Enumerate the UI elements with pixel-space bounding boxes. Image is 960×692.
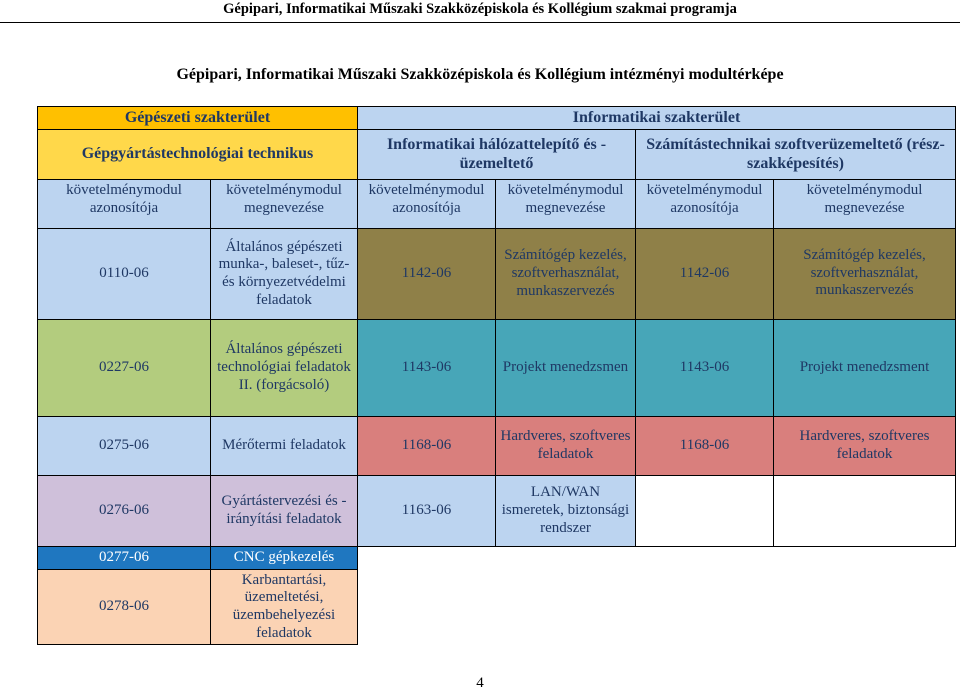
gepeszeti-row-6-name: Karbantartási, üzemeltetési, üzembehelyezési feladatok <box>210 569 358 645</box>
software-col-id: követelménymodul azonosítója <box>635 179 774 229</box>
header-divider <box>0 22 960 23</box>
page-number: 4 <box>476 675 484 691</box>
gepeszeti-area-header: Gépészeti szakterület <box>37 106 358 130</box>
software-row-3-name: Hardveres, szoftveres feladatok <box>773 416 956 476</box>
network-col-name: követelménymodul megnevezése <box>495 179 636 229</box>
gepeszeti-row-4-name: Gyártástervezési és -irányítási feladatok <box>210 475 358 547</box>
gepeszeti-row-4-id: 0276-06 <box>37 475 211 547</box>
gepeszeti-row-1-name: Általános gépészeti munka-, baleset-, tűz- és környezetvédelmi feladatok <box>210 228 358 320</box>
page-title: Gépipari, Informatikai Műszaki Szakközépiskola és Kollégium intézményi modultérképe <box>176 66 784 83</box>
gepeszeti-col-name: követelménymodul megnevezése <box>210 179 358 229</box>
network-row-2-name: Projekt menedzsmen <box>495 319 636 417</box>
software-empty-id <box>635 475 774 547</box>
network-row-4-id: 1163-06 <box>357 475 496 547</box>
gepeszeti-col-id: követelménymodul azonosítója <box>37 179 211 229</box>
gepeszeti-row-2-id: 0227-06 <box>37 319 211 417</box>
gepeszeti-row-6-id: 0278-06 <box>37 569 211 645</box>
gepeszeti-profession-header: Gépgyártástechnológiai technikus <box>37 129 358 180</box>
network-row-1-id: 1142-06 <box>357 228 496 320</box>
network-row-1-name: Számítógép kezelés, szoftverhasználat, munkaszervezés <box>495 228 636 320</box>
network-row-2-id: 1143-06 <box>357 319 496 417</box>
gepeszeti-row-2-name: Általános gépészeti technológiai feladatok II. (forgácsoló) <box>210 319 358 417</box>
network-row-3-name: Hardveres, szoftveres feladatok <box>495 416 636 476</box>
informatikai-area-header: Informatikai szakterület <box>357 106 956 130</box>
gepeszeti-row-3-id: 0275-06 <box>37 416 211 476</box>
network-row-4-name: LAN/WAN ismeretek, biztonsági rendszer <box>495 475 636 547</box>
software-col-name: követelménymodul megnevezése <box>773 179 956 229</box>
software-row-3-id: 1168-06 <box>635 416 774 476</box>
gepeszeti-row-1-id: 0110-06 <box>37 228 211 320</box>
software-profession-header: Számítástechnikai szoftverüzemeltető (rész- szakképesítés) <box>635 129 956 180</box>
network-profession-header: Informatikai hálózattelepítő és - üzemeltető <box>357 129 636 180</box>
gepeszeti-row-5-id: 0277-06 <box>37 546 211 570</box>
gepeszeti-row-5-name: CNC gépkezelés <box>210 546 358 570</box>
network-col-id: követelménymodul azonosítója <box>357 179 496 229</box>
software-empty-name <box>773 475 956 547</box>
running-header: Gépipari, Informatikai Műszaki Szakközépiskola és Kollégium szakmai programja <box>223 1 737 17</box>
software-row-2-name: Projekt menedzsment <box>773 319 956 417</box>
gepeszeti-row-3-name: Mérőtermi feladatok <box>210 416 358 476</box>
network-row-3-id: 1168-06 <box>357 416 496 476</box>
software-row-1-name: Számítógép kezelés, szoftverhasználat, munkaszervezés <box>773 228 956 320</box>
software-row-1-id: 1142-06 <box>635 228 774 320</box>
software-row-2-id: 1143-06 <box>635 319 774 417</box>
